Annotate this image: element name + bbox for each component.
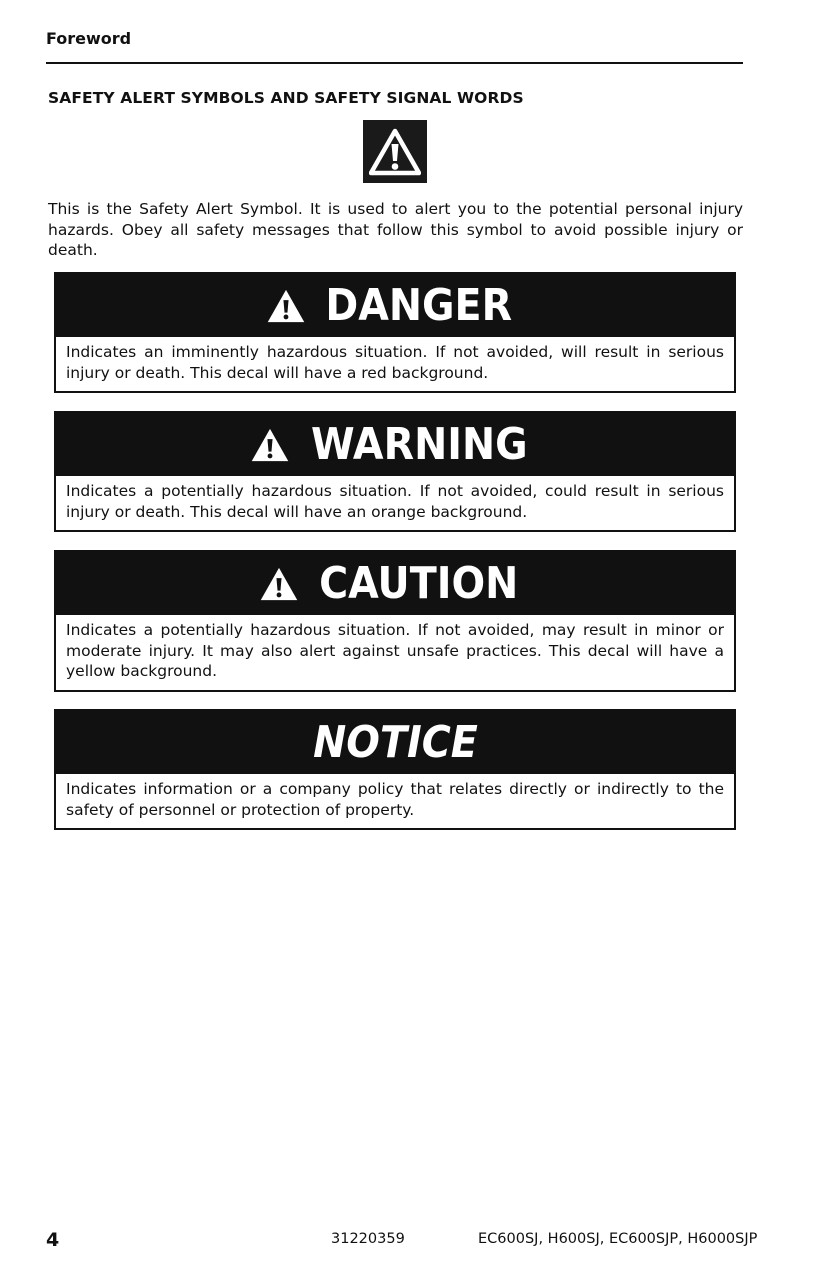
notice-box	[54, 709, 736, 830]
warning-triangle-icon	[260, 567, 298, 601]
danger-signal-word: DANGER	[325, 280, 513, 331]
warning-triangle-icon	[369, 128, 421, 176]
page-header-title: Foreword	[46, 29, 132, 48]
footer-models: EC600SJ, H600SJ, EC600SJP, H6000SJP	[478, 1231, 758, 1247]
safety-alert-symbol	[363, 120, 427, 183]
footer-doc-number: 31220359	[331, 1231, 405, 1247]
intro-paragraph: This is the Safety Alert Symbol. It is used to alert you to the potential personal injury hazards. Obey all safety messages that follow this symbol to avoid possible injury or death.	[48, 200, 743, 259]
danger-description: Indicates an imminently hazardous situation. If not avoided, will result in serious injury or death. This decal will have a red background.	[66, 343, 724, 382]
warning-box	[54, 411, 736, 532]
warning-header	[56, 413, 734, 476]
notice-signal-word: NOTICE	[312, 717, 478, 768]
warning-triangle-icon	[267, 289, 305, 323]
section-title: SAFETY ALERT SYMBOLS AND SAFETY SIGNAL WORDS	[48, 89, 524, 107]
danger-header	[56, 274, 734, 337]
danger-box	[54, 272, 736, 393]
notice-description: Indicates information or a company policy that relates directly or indirectly to the safety of personnel or protection of property.	[66, 780, 724, 819]
warning-triangle-icon	[251, 428, 289, 462]
header-rule	[46, 62, 743, 64]
caution-description: Indicates a potentially hazardous situation. If not avoided, may result in minor or moderate injury. It may also alert against unsafe practices. This decal will have a yellow background.	[66, 621, 724, 680]
caution-box	[54, 550, 736, 692]
caution-header	[56, 552, 734, 615]
footer-page-number: 4	[46, 1229, 60, 1251]
caution-signal-word: CAUTION	[319, 558, 519, 609]
notice-header	[56, 711, 734, 774]
warning-description: Indicates a potentially hazardous situation. If not avoided, could result in serious injury or death. This decal will have an orange background.	[66, 482, 724, 521]
warning-signal-word: WARNING	[310, 419, 528, 470]
